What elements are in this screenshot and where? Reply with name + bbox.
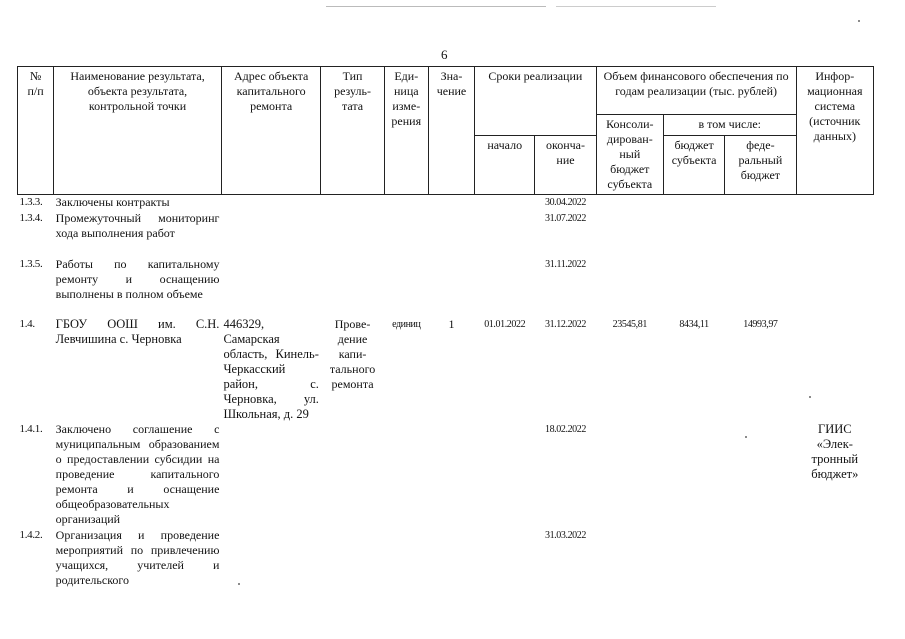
row-num: 1.3.3. — [19, 196, 43, 208]
row-address: 446329, Самарская область, Кинель-Черкасский район, с. Черновка, ул. Школьная, д. 29 — [223, 316, 319, 421]
row-name: Работы по капитальному ремонту и оснащению выполнены в полном объеме — [55, 256, 220, 301]
table-row — [18, 211, 874, 257]
row-consolidated — [596, 257, 663, 317]
row-start — [475, 257, 535, 317]
row-start — [475, 211, 535, 257]
row-address — [221, 195, 320, 211]
row-info-system — [796, 317, 873, 422]
row-subject — [663, 211, 724, 257]
row-name: Промежуточный мониторинг хода выполнения работ — [55, 210, 220, 240]
header-terms: Сроки реализации — [475, 67, 597, 136]
header-address: Адрес объекта капитального ремонта — [221, 67, 320, 195]
row-consolidated — [596, 211, 663, 257]
header-type: Тип резуль- тата — [321, 67, 384, 195]
header-subject-budget: бюджет субъекта — [663, 135, 724, 195]
row-type — [321, 195, 384, 211]
row-subject — [663, 422, 724, 528]
row-unit — [384, 528, 428, 590]
row-start — [475, 422, 535, 528]
row-unit — [384, 422, 428, 528]
row-name: ГБОУ ООШ им. С.Н. Левчишина с. Черновка — [55, 316, 220, 346]
row-type — [321, 528, 384, 590]
scan-top-rule — [326, 6, 546, 7]
row-subject — [663, 195, 724, 211]
row-federal: 14993,97 — [743, 318, 778, 330]
scan-speck — [858, 20, 860, 22]
row-federal — [725, 257, 796, 317]
header-start: начало — [475, 135, 535, 195]
row-info-system — [796, 195, 873, 211]
row-num: 1.4. — [19, 317, 35, 330]
header-info-system: Инфор- мационная система (источник данных) — [796, 67, 873, 195]
row-address — [221, 257, 320, 317]
page-number: 6 — [441, 47, 448, 62]
row-value — [428, 195, 474, 211]
row-num: 1.4.1. — [19, 422, 43, 435]
row-federal — [725, 211, 796, 257]
row-subject — [663, 528, 724, 590]
row-address — [221, 528, 320, 590]
row-type — [321, 211, 384, 257]
row-unit — [384, 257, 428, 317]
row-start: 01.01.2022 — [484, 318, 526, 330]
header-consolidated: Консоли- дирован- ный бюджет субъекта — [596, 115, 663, 195]
header-end: оконча- ние — [535, 135, 596, 195]
row-num: 1.3.5. — [19, 257, 43, 270]
header-num: № п/п — [18, 67, 54, 195]
results-table — [17, 66, 874, 590]
header-finance: Объем финансового обеспечения по годам реализации (тыс. рублей) — [596, 67, 796, 115]
header-federal-budget: феде- ральный бюджет — [725, 135, 796, 195]
row-value — [428, 422, 474, 528]
scan-speck — [745, 436, 747, 438]
row-federal — [725, 422, 796, 528]
row-num: 1.3.4. — [19, 211, 43, 224]
header-name: Наименование результата, объекта результата, контрольной точки — [54, 67, 222, 195]
row-end: 31.03.2022 — [544, 529, 586, 541]
row-end: 18.02.2022 — [544, 423, 586, 435]
row-info-system — [796, 257, 873, 317]
table-row — [18, 317, 874, 422]
row-unit: единиц — [392, 318, 421, 330]
row-consolidated: 23545,81 — [612, 318, 647, 330]
row-name: Организация и проведение мероприятий по привлечению учащихся, учителей и родительского — [55, 527, 220, 587]
row-name: Заключено соглашение с муниципальным образованием о предоставлении субсидии на проведение капитального ремонта и оснащение общеобразовательных организаций — [55, 421, 220, 526]
row-num: 1.4.2. — [19, 528, 43, 541]
table-row — [18, 195, 874, 211]
table-row — [18, 528, 874, 590]
row-info-system — [796, 528, 873, 590]
row-end: 31.12.2022 — [544, 318, 586, 330]
row-address — [221, 211, 320, 257]
scan-speck — [238, 583, 240, 585]
row-type: Прове- дение капи- тального ремонта — [329, 316, 376, 391]
row-value — [428, 211, 474, 257]
header-unit: Еди- ница изме- рения — [384, 67, 428, 195]
row-end: 30.04.2022 — [544, 197, 586, 208]
row-address — [221, 422, 320, 528]
table-row — [18, 257, 874, 317]
row-value: 1 — [448, 316, 455, 331]
row-federal — [725, 528, 796, 590]
row-subject: 8434,11 — [679, 318, 709, 330]
row-unit — [384, 211, 428, 257]
row-info-system — [796, 211, 873, 257]
row-value — [428, 257, 474, 317]
header-including: в том числе: — [663, 115, 796, 136]
row-consolidated — [596, 528, 663, 590]
row-start — [475, 195, 535, 211]
row-end: 31.07.2022 — [544, 212, 586, 224]
row-end: 31.11.2022 — [545, 258, 586, 270]
row-consolidated — [596, 422, 663, 528]
row-start — [475, 528, 535, 590]
header-value: Зна- чение — [428, 67, 474, 195]
scan-top-rule-right — [556, 6, 716, 7]
scan-speck — [809, 396, 811, 398]
row-type — [321, 422, 384, 528]
row-name: Заключены контракты — [55, 195, 170, 209]
row-type — [321, 257, 384, 317]
row-unit — [384, 195, 428, 211]
row-value — [428, 528, 474, 590]
row-info-system: ГИИС «Элек- тронный бюджет» — [811, 421, 859, 481]
row-subject — [663, 257, 724, 317]
row-federal — [725, 195, 796, 211]
row-consolidated — [596, 195, 663, 211]
